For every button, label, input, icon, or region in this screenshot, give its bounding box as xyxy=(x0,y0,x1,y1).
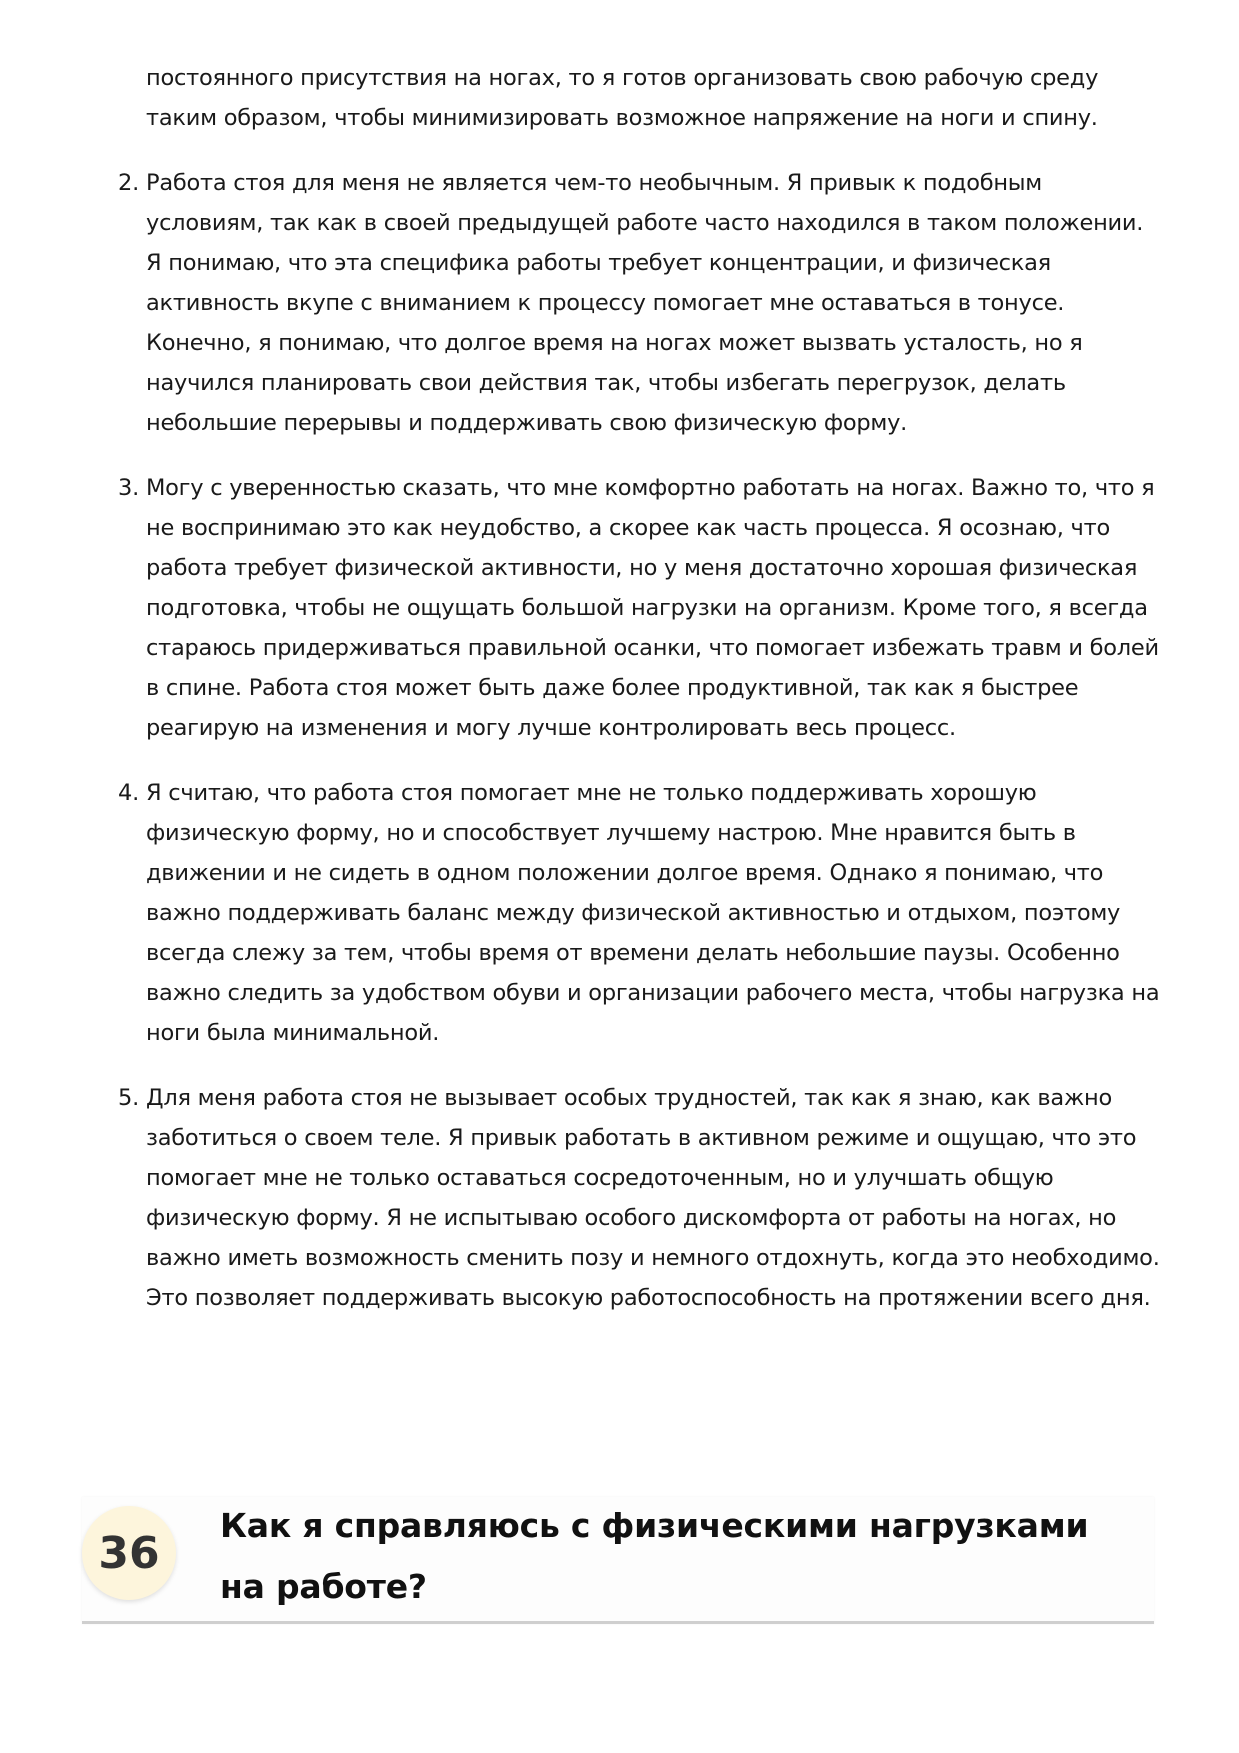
list-item-number: 2. xyxy=(118,170,139,196)
list-item-text: Я считаю, что работа стоя помогает мне не только поддерживать хорошую физическую форму, но и способствует лучшему настрою. Мне нравится быть в движении и не сидеть в одном положении долгое время. Однако я понимаю, что важно поддерживать баланс между физической активностью и отдыхом, поэтому всегда слежу за тем, чтобы время от времени делать небольшие паузы. Особенно важно следить за удобством обуви и организации рабочего места, чтобы нагрузка на ноги была минимальной. xyxy=(146,780,1160,1046)
question-number-badge: 36 xyxy=(82,1506,176,1600)
question-title: Как я справляюсь с физическими нагрузками на работе? xyxy=(220,1506,1089,1606)
list-item xyxy=(115,58,1165,138)
list-item-number: 3. xyxy=(118,475,139,501)
list-item-number: 4. xyxy=(118,780,139,806)
question-header xyxy=(82,1497,1154,1624)
list-item-text: Работа стоя для меня не является чем-то необычным. Я привык к подобным условиям, так как в своей предыдущей работе часто находился в таком положении. Я понимаю, что эта специфика работы требует концентрации, и физическая активность вкупе с вниманием к процессу помогает мне оставаться в тонусе. Конечно, я понимаю, что долгое время на ногах может вызвать усталость, но я научился планировать свои действия так, чтобы избегать перегрузок, делать небольшие перерывы и поддерживать свою физическую форму. xyxy=(146,170,1144,436)
list-item-number: 5. xyxy=(118,1085,139,1111)
list-item-text: Для меня работа стоя не вызывает особых трудностей, так как я знаю, как важно заботиться о своем теле. Я привык работать в активном режиме и ощущаю, что это помогает мне не только оставаться сосредоточенным, но и улучшать общую физическую форму. Я не испытываю особого дискомфорта от работы на ногах, но важно иметь возможность сменить позу и немного отдохнуть, когда это необходимо. Это позволяет поддерживать высокую работоспособность на протяжении всего дня. xyxy=(146,1085,1160,1311)
list-item xyxy=(115,1078,1165,1318)
list-item xyxy=(115,468,1165,748)
list-item-text: Могу с уверенностью сказать, что мне комфортно работать на ногах. Важно то, что я не воспринимаю это как неудобство, а скорее как часть процесса. Я осознаю, что работа требует физической активности, но у меня достаточно хорошая физическая подготовка, чтобы не ощущать большой нагрузки на организм. Кроме того, я всегда стараюсь придерживаться правильной осанки, что помогает избежать травм и болей в спине. Работа стоя может быть даже более продуктивной, так как я быстрее реагирую на изменения и могу лучше контролировать весь процесс. xyxy=(146,475,1159,741)
answer-list xyxy=(115,58,1165,1343)
list-item xyxy=(115,163,1165,443)
list-item xyxy=(115,773,1165,1053)
list-item-text: постоянного присутствия на ногах, то я готов организовать свою рабочую среду таким образом, чтобы минимизировать возможное напряжение на ноги и спину. xyxy=(146,65,1099,131)
